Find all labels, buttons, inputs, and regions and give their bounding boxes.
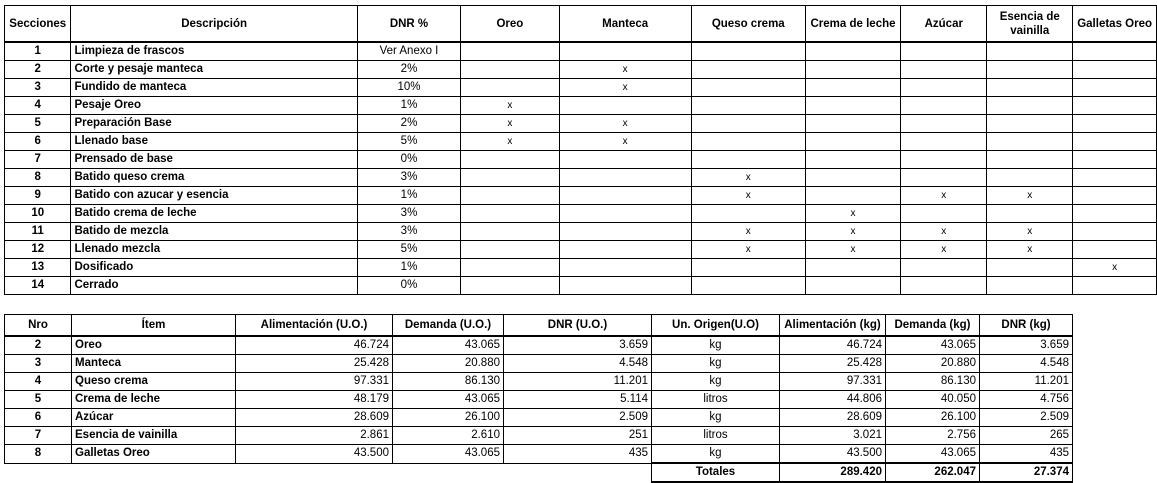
feed-uo: 2.861 [236,427,393,445]
item-name: Galletas Oreo [72,445,236,464]
ingredient-mark: x [461,133,559,151]
ingredient-mark [461,61,559,79]
table-row [5,169,1157,187]
table-row [5,61,1157,79]
total-feed-kg: 289.420 [780,463,886,482]
ingredient-mark [691,151,805,169]
column-header: DNR (kg) [980,315,1073,337]
ingredient-mark [901,151,987,169]
ingredient-mark [987,61,1073,79]
item-name: Azúcar [72,409,236,427]
ingredient-mark [901,79,987,97]
ingredient-mark [1073,223,1157,241]
ingredient-mark: x [461,97,559,115]
ingredient-mark [461,79,559,97]
ingredient-mark [691,97,805,115]
demand-kg: 2.756 [886,427,980,445]
table-row [5,391,1073,409]
dnr-kg: 11.201 [980,373,1073,391]
ingredient-mark [559,151,691,169]
ingredient-mark [987,169,1073,187]
ingredient-mark [691,133,805,151]
column-header: Descripción [71,6,357,43]
table-row [5,79,1157,97]
section-dnr: 1% [357,97,461,115]
ingredient-mark: x [987,187,1073,205]
ingredient-mark [987,259,1073,277]
section-dnr: 1% [357,259,461,277]
ingredient-mark [691,61,805,79]
empty-cell [236,463,393,482]
section-description: Cerrado [71,277,357,295]
demand-kg: 43.065 [886,445,980,464]
ingredient-mark: x [559,115,691,133]
table-row [5,241,1157,259]
column-header: Manteca [559,6,691,43]
column-header: Nro [5,315,72,337]
feed-uo: 48.179 [236,391,393,409]
column-header: Demanda (U.O.) [393,315,504,337]
origin-unit: litros [652,427,780,445]
ingredient-mark: x [461,115,559,133]
feed-kg: 46.724 [780,336,886,355]
section-description: Batido con azucar y esencia [71,187,357,205]
section-number: 2 [5,61,71,79]
ingredient-mark [691,42,805,61]
section-dnr: 1% [357,187,461,205]
section-dnr: 5% [357,133,461,151]
table-row [5,42,1157,61]
section-number: 6 [5,133,71,151]
table-row [5,445,1073,464]
section-number: 9 [5,187,71,205]
ingredient-mark [461,187,559,205]
ingredient-mark [461,277,559,295]
item-name: Crema de leche [72,391,236,409]
ingredient-mark [901,61,987,79]
column-header: Crema de leche [805,6,901,43]
ingredient-mark [805,259,901,277]
ingredient-mark: x [987,223,1073,241]
feed-uo: 28.609 [236,409,393,427]
dnr-kg: 4.756 [980,391,1073,409]
item-name: Esencia de vainilla [72,427,236,445]
feed-uo: 43.500 [236,445,393,464]
table-row [5,355,1073,373]
ingredient-mark [1073,115,1157,133]
dnr-uo: 4.548 [504,355,652,373]
ingredient-mark: x [559,79,691,97]
ingredient-mark [461,223,559,241]
section-number: 14 [5,277,71,295]
ingredient-mark [559,97,691,115]
section-description: Llenado mezcla [71,241,357,259]
table-row [5,205,1157,223]
demand-kg: 43.065 [886,336,980,355]
total-demand-kg: 262.047 [886,463,980,482]
ingredient-mark: x [805,223,901,241]
ingredient-mark [901,133,987,151]
ingredient-mark [461,259,559,277]
ingredient-mark [987,97,1073,115]
table-row [5,259,1157,277]
ingredient-mark: x [559,133,691,151]
ingredient-mark [1073,241,1157,259]
ingredient-mark [691,79,805,97]
feed-kg: 97.331 [780,373,886,391]
section-description: Batido de mezcla [71,223,357,241]
ingredient-mark [901,115,987,133]
dnr-kg: 3.659 [980,336,1073,355]
ingredient-mark [1073,169,1157,187]
feed-uo: 46.724 [236,336,393,355]
origin-unit: litros [652,391,780,409]
ingredient-mark [1073,61,1157,79]
ingredient-mark [901,259,987,277]
ingredient-mark [987,205,1073,223]
ingredient-mark: x [691,223,805,241]
ingredient-mark: x [901,223,987,241]
section-number: 10 [5,205,71,223]
item-number: 3 [5,355,72,373]
origin-unit: kg [652,355,780,373]
ingredient-mark [805,187,901,205]
demand-uo: 43.065 [393,336,504,355]
item-number: 5 [5,391,72,409]
demand-uo: 86.130 [393,373,504,391]
ingredient-mark [559,259,691,277]
column-header: Galletas Oreo [1073,6,1157,43]
section-number: 4 [5,97,71,115]
section-description: Llenado base [71,133,357,151]
empty-cell [393,463,504,482]
ingredient-mark [559,169,691,187]
demand-uo: 26.100 [393,409,504,427]
ingredient-mark [987,277,1073,295]
ingredient-mark [559,241,691,259]
ingredient-mark: x [691,241,805,259]
section-number: 13 [5,259,71,277]
section-number: 5 [5,115,71,133]
ingredient-mark: x [1073,259,1157,277]
ingredient-mark [1073,205,1157,223]
ingredient-mark [461,169,559,187]
item-number: 7 [5,427,72,445]
table-row [5,427,1073,445]
section-description: Limpieza de frascos [71,42,357,61]
section-dnr: Ver Anexo I [357,42,461,61]
ingredient-mark [691,205,805,223]
table-row [5,336,1073,355]
total-dnr-kg: 27.374 [980,463,1073,482]
item-name: Queso crema [72,373,236,391]
ingredient-mark [691,115,805,133]
section-number: 7 [5,151,71,169]
ingredient-mark [805,79,901,97]
dnr-kg: 265 [980,427,1073,445]
ingredient-mark [805,277,901,295]
ingredient-mark [901,169,987,187]
ingredient-mark [461,151,559,169]
ingredient-mark [987,133,1073,151]
section-description: Batido queso crema [71,169,357,187]
feed-kg: 44.806 [780,391,886,409]
ingredient-mark [901,42,987,61]
ingredient-mark [461,42,559,61]
table-row [5,409,1073,427]
ingredient-mark [1073,277,1157,295]
section-description: Preparación Base [71,115,357,133]
table-row [5,115,1157,133]
item-number: 2 [5,336,72,355]
ingredient-mark [559,205,691,223]
dnr-uo: 435 [504,445,652,464]
dnr-kg: 4.548 [980,355,1073,373]
column-header: Esencia de vainilla [987,6,1073,43]
demand-uo: 2.610 [393,427,504,445]
ingredient-mark [805,151,901,169]
feed-kg: 28.609 [780,409,886,427]
ingredient-mark [1073,97,1157,115]
ingredient-mark [461,205,559,223]
totals-label: Totales [652,463,780,482]
table-row [5,373,1073,391]
column-header: Un. Origen(U.O) [652,315,780,337]
item-name: Oreo [72,336,236,355]
demand-uo: 43.065 [393,391,504,409]
ingredient-mark [1073,133,1157,151]
sections-table [4,5,1157,295]
column-header: Azúcar [901,6,987,43]
section-description: Prensado de base [71,151,357,169]
feed-uo: 25.428 [236,355,393,373]
section-description: Dosificado [71,259,357,277]
demand-uo: 20.880 [393,355,504,373]
origin-unit: kg [652,336,780,355]
ingredient-mark [901,277,987,295]
ingredient-mark [805,169,901,187]
section-dnr: 5% [357,241,461,259]
section-number: 11 [5,223,71,241]
demand-kg: 20.880 [886,355,980,373]
section-number: 1 [5,42,71,61]
section-description: Corte y pesaje manteca [71,61,357,79]
dnr-kg: 435 [980,445,1073,464]
totals-row [5,463,1073,482]
ingredient-mark: x [691,169,805,187]
ingredient-mark [805,42,901,61]
section-dnr: 2% [357,115,461,133]
table-row [5,223,1157,241]
ingredient-mark [1073,187,1157,205]
origin-unit: kg [652,445,780,464]
section-dnr: 10% [357,79,461,97]
table-row [5,277,1157,295]
ingredient-mark [987,151,1073,169]
ingredient-mark [805,97,901,115]
ingredient-mark [987,79,1073,97]
demand-kg: 86.130 [886,373,980,391]
ingredient-mark [901,205,987,223]
ingredient-mark [987,42,1073,61]
feed-kg: 43.500 [780,445,886,464]
column-header: Demanda (kg) [886,315,980,337]
section-description: Fundido de manteca [71,79,357,97]
ingredient-mark [1073,42,1157,61]
ingredient-mark [901,97,987,115]
column-header: DNR % [357,6,461,43]
section-dnr: 3% [357,169,461,187]
ingredient-mark: x [901,187,987,205]
ingredient-mark [559,187,691,205]
column-header: DNR (U.O.) [504,315,652,337]
ingredient-mark [461,241,559,259]
origin-unit: kg [652,373,780,391]
feed-uo: 97.331 [236,373,393,391]
section-dnr: 3% [357,223,461,241]
section-dnr: 0% [357,151,461,169]
empty-cell [504,463,652,482]
ingredient-mark [559,42,691,61]
demand-kg: 26.100 [886,409,980,427]
column-header: Ítem [72,315,236,337]
dnr-uo: 3.659 [504,336,652,355]
section-number: 12 [5,241,71,259]
dnr-uo: 251 [504,427,652,445]
demand-kg: 40.050 [886,391,980,409]
item-number: 6 [5,409,72,427]
ingredient-mark [559,223,691,241]
table-row [5,187,1157,205]
item-name: Manteca [72,355,236,373]
ingredient-mark [805,61,901,79]
section-description: Batido crema de leche [71,205,357,223]
table-row [5,151,1157,169]
feed-kg: 25.428 [780,355,886,373]
empty-cell [5,463,72,482]
ingredient-mark [559,277,691,295]
ingredient-mark: x [987,241,1073,259]
ingredient-mark [1073,79,1157,97]
demand-uo: 43.065 [393,445,504,464]
section-dnr: 0% [357,277,461,295]
ingredient-mark: x [805,205,901,223]
column-header: Queso crema [691,6,805,43]
item-number: 4 [5,373,72,391]
ingredient-mark [805,115,901,133]
dnr-uo: 2.509 [504,409,652,427]
ingredient-mark: x [559,61,691,79]
ingredient-mark: x [901,241,987,259]
feed-kg: 3.021 [780,427,886,445]
ingredient-mark [1073,151,1157,169]
origin-unit: kg [652,409,780,427]
ingredient-mark [805,133,901,151]
ingredient-mark [987,115,1073,133]
dnr-uo: 5.114 [504,391,652,409]
section-dnr: 3% [357,205,461,223]
dnr-kg: 2.509 [980,409,1073,427]
section-dnr: 2% [357,61,461,79]
items-header-row [5,315,1073,337]
ingredient-mark: x [805,241,901,259]
ingredient-mark [691,277,805,295]
dnr-uo: 11.201 [504,373,652,391]
empty-cell [72,463,236,482]
table-row [5,97,1157,115]
section-number: 8 [5,169,71,187]
column-header: Alimentación (kg) [780,315,886,337]
item-number: 8 [5,445,72,464]
table-row [5,133,1157,151]
section-number: 3 [5,79,71,97]
items-table [4,314,1073,483]
ingredient-mark: x [691,187,805,205]
column-header: Secciones [5,6,71,43]
sections-header-row [5,6,1157,43]
ingredient-mark [691,259,805,277]
column-header: Oreo [461,6,559,43]
column-header: Alimentación (U.O.) [236,315,393,337]
section-description: Pesaje Oreo [71,97,357,115]
